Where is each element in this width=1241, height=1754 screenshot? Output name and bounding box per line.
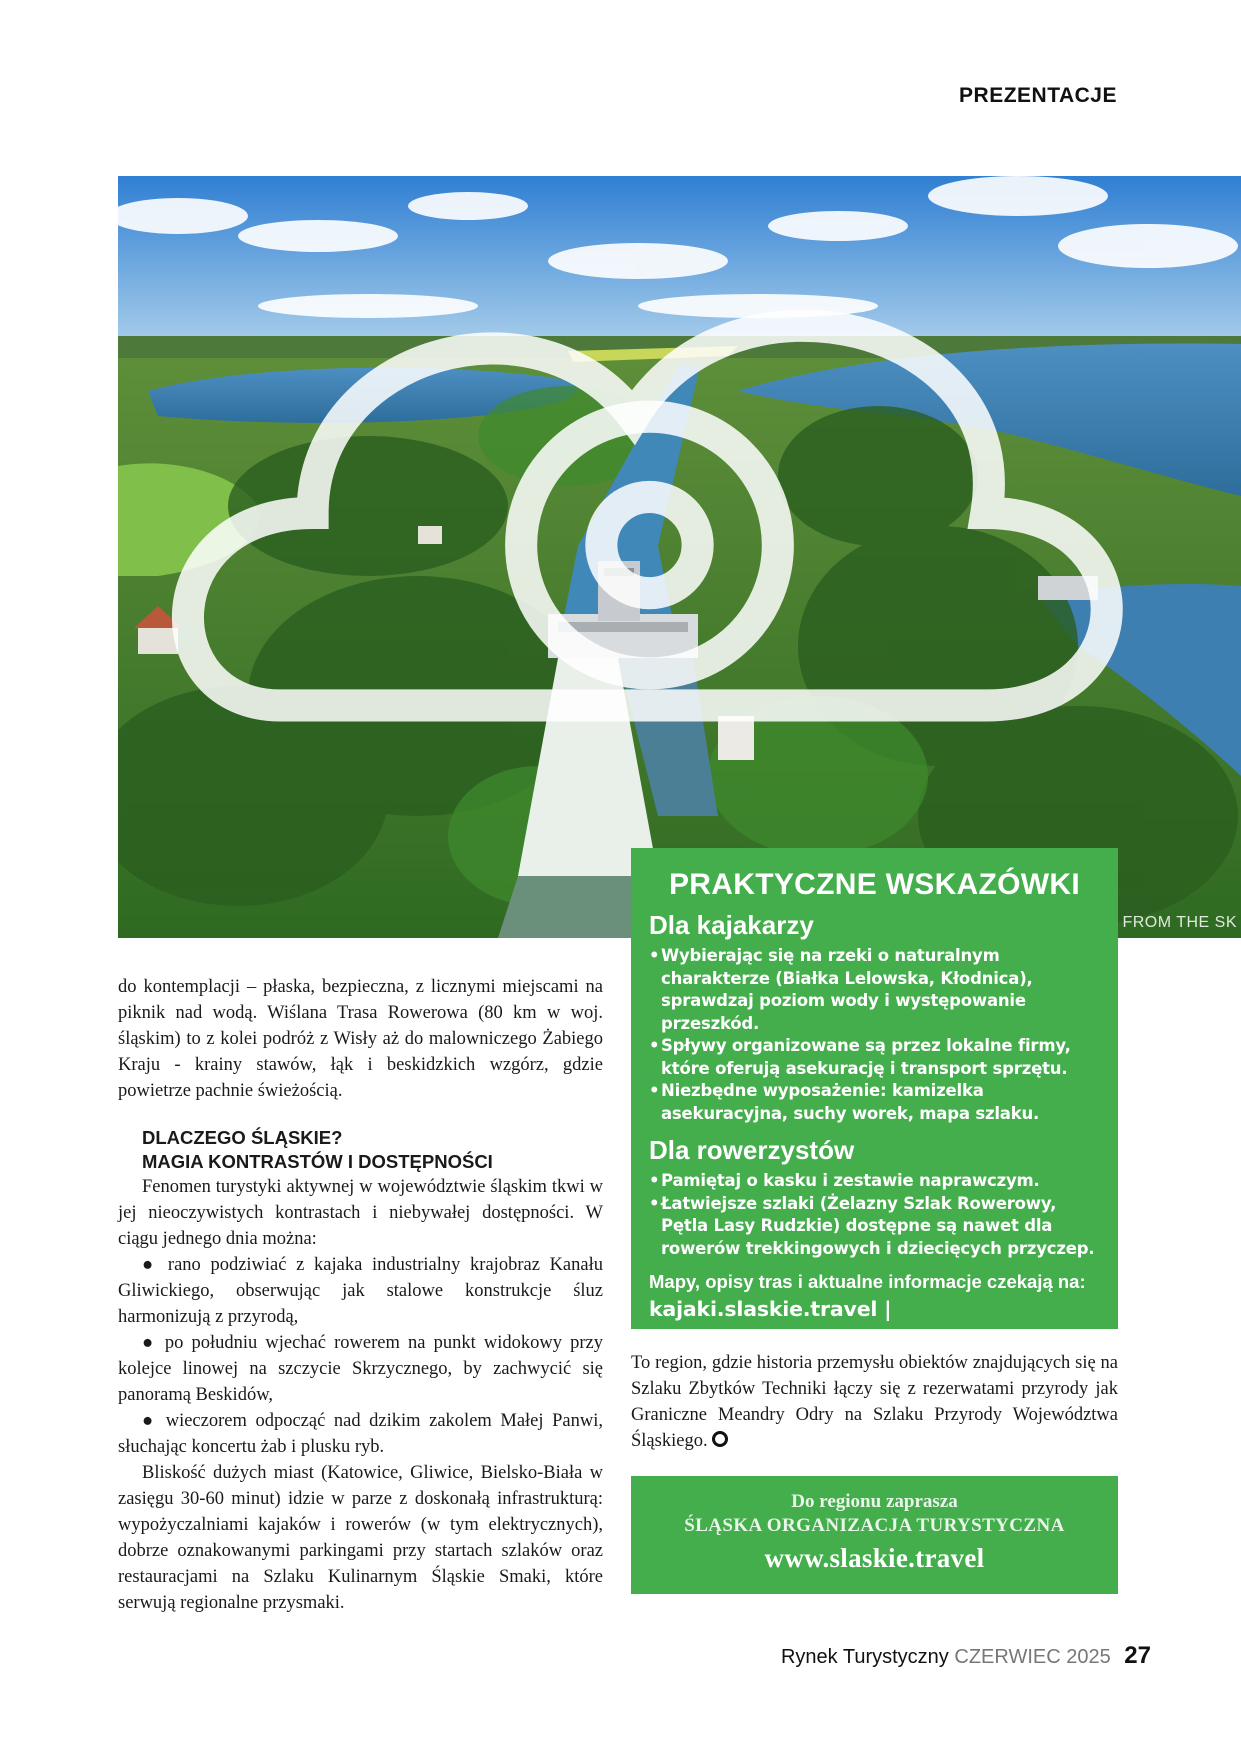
article-paragraph: Fenomen turystyki aktywnej w województwie śląskim tkwi w jej nieoczywistych kontrastach i niebywałej dostępności. W ciągu jednego dnia można: — [118, 1177, 603, 1249]
page-number: 27 — [1124, 1642, 1151, 1669]
magazine-name: Rynek Turystyczny — [780, 1646, 949, 1668]
tips-cyclists-list — [649, 1170, 1100, 1260]
invitation-box — [631, 1476, 1118, 1594]
article-closing — [631, 1350, 1118, 1454]
page-footer — [781, 1642, 1151, 1670]
article-right-column — [631, 1350, 1118, 1454]
article-bullet: ● rano podziwiać z kajaka industrialny krajobraz Kanału Gliwickiego, obserwując jak stalowe konstrukcje śluz harmonizują z przyrodą, — [118, 1255, 603, 1327]
heading-line-2: MAGIA KONTRASTÓW I DOSTĘPNOŚCI — [142, 1151, 493, 1172]
photo-credit-logo-icon — [118, 176, 1211, 910]
invite-line-2: ŚLĄSKA ORGANIZACJA TURYSTYCZNA — [684, 1515, 1065, 1536]
tips-links[interactable]: kajaki.slaskie.travel | rowery.slaskie.travel — [649, 1297, 892, 1351]
tips-footer-text: Mapy, opisy tras i aktualne informacje czekają na: — [649, 1271, 1086, 1292]
tips-kayakers-heading: Dla kajakarzy — [649, 910, 814, 940]
list-item: • Łatwiejsze szlaki (Żelazny Szlak Rowerowy, Pętla Lasy Rudzkie) dostępne są nawet dla rowerów trekkingowych i dziecięcych przyczep. — [649, 1193, 1100, 1261]
article-bullet: ● po południu wjechać rowerem na punkt widokowy przy kolejce linowej na szczycie Skrzycznego, by zachwycić się panoramą Beskidów, — [118, 1333, 603, 1405]
article-paragraph: Bliskość dużych miast (Katowice, Gliwice, Bielsko-Biała w zasięgu 30-60 minut) idzie w parze z doskonałą infrastrukturą: wypożyczalniami kajaków i rowerów (w tym elektrycznych), dobrze oznakowanymi parkingami przy startach szlaków oraz restauracjami na Szlaku Kulinarnym Śląskie Smaki, które serwują regionalne przysmaki. — [118, 1463, 603, 1613]
closing-text: To region, gdzie historia przemysłu obiektów znajdujących się na Szlaku Zbytków Techniki łączy się z rezerwatami przyrody jak Graniczne Meandry Odry na Szlaku Przyrody Województwa Śląskiego. — [631, 1353, 1118, 1451]
tips-cyclists-heading: Dla rowerzystów — [649, 1135, 855, 1165]
list-item: • Pamiętaj o kasku i zestawie naprawczym. — [649, 1170, 1100, 1193]
heading-line-1: DLACZEGO ŚLĄSKIE? — [142, 1127, 343, 1148]
photo-credit: FROM THE SK — [1122, 914, 1237, 931]
invite-line-1: Do regionu zaprasza — [791, 1491, 958, 1512]
end-mark-icon — [712, 1431, 728, 1447]
invite-website-link[interactable]: www.slaskie.travel — [764, 1543, 985, 1573]
article-left-column — [118, 974, 603, 1616]
tips-title: PRAKTYCZNE WSKAZÓWKI — [669, 868, 1080, 901]
article-bullet: ● wieczorem odpocząć nad dzikim zakolem Małej Panwi, słuchając koncertu żab i plusku ryb. — [118, 1411, 603, 1457]
article-intro: do kontemplacji – płaska, bezpieczna, z licznymi miejscami na piknik nad wodą. Wiślana Trasa Rowerowa (80 km w woj. śląskim) to z kolei podróż z Wisły aż do malowniczego Żabiego Kraju - krainy stawów, łąk i beskidzkich wzgórz, gdzie powietrze pachnie świeżością. — [118, 977, 603, 1101]
tips-kayakers-list — [649, 945, 1100, 1125]
practical-tips-box — [631, 848, 1118, 1351]
section-label: PREZENTACJE — [959, 84, 1117, 107]
list-item: • Niezbędne wyposażenie: kamizelka asekuracyjna, suchy worek, mapa szlaku. — [649, 1080, 1100, 1125]
list-item: • Wybierając się na rzeki o naturalnym charakterze (Białka Lelowska, Kłodnica), sprawdzaj poziom wody i występowanie przeszkód. — [649, 945, 1100, 1035]
issue-month: CZERWIEC 2025 — [954, 1646, 1111, 1668]
aerial-canal-photo — [118, 176, 1241, 938]
list-item: • Spływy organizowane są przez lokalne firmy, które oferują asekurację i transport sprzętu. — [649, 1035, 1100, 1080]
article-heading — [142, 1126, 603, 1174]
